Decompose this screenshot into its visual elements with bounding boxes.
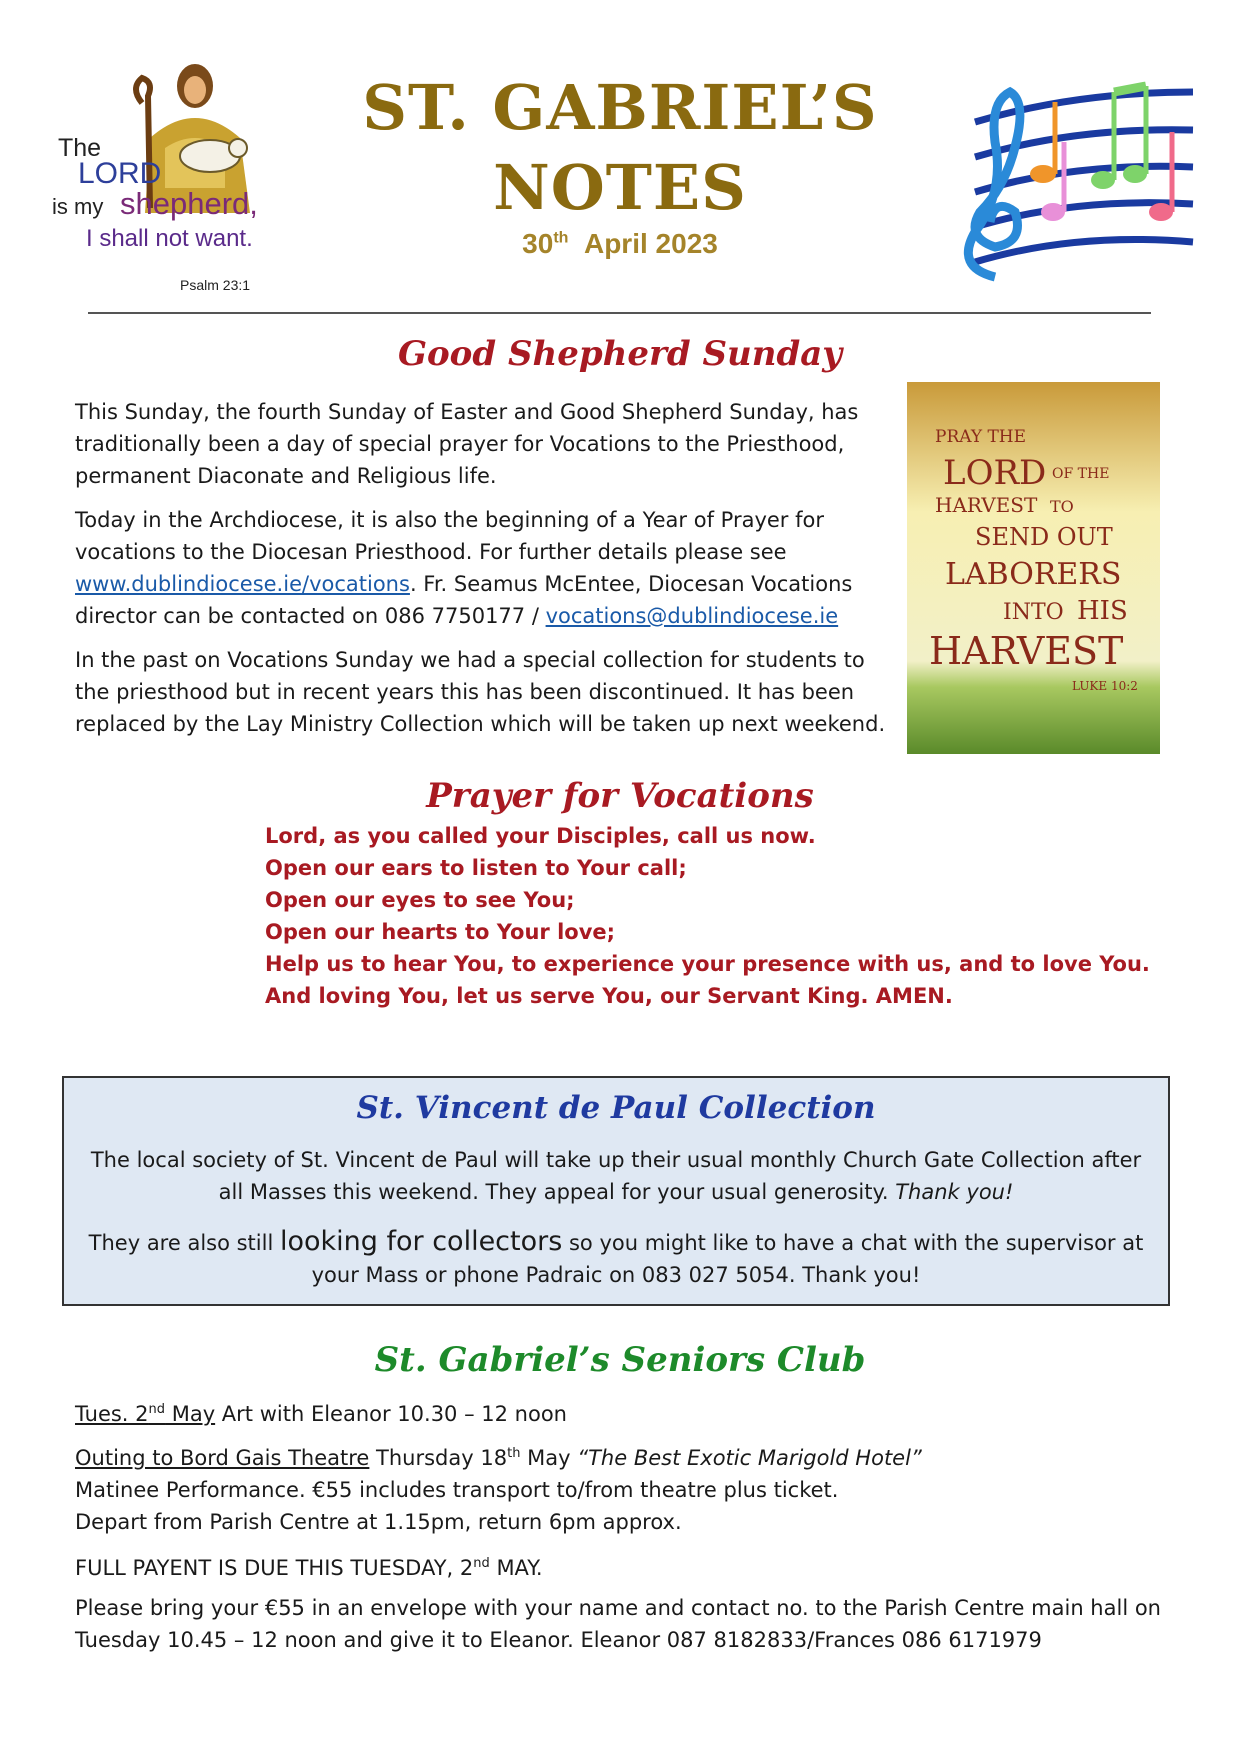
svg-text:HARVEST: HARVEST <box>935 493 1038 517</box>
svg-text:LABORERS: LABORERS <box>945 557 1122 592</box>
prayer-heading: Prayer for Vocations <box>426 776 814 816</box>
seniors-payment-instructions: Please bring your €55 in an envelope with your name and contact no. to the Parish Centre main hall on Tuesday 10.45 – 12 noon and give it to Eleanor. Eleanor 087 8182833/Frances 086 6171979 <box>75 1596 1161 1652</box>
svg-text:shepherd,: shepherd, <box>120 186 258 221</box>
prayer-line: Open our hearts to Your love; <box>265 920 616 944</box>
prayer-line: Open our eyes to see You; <box>265 888 575 912</box>
svg-text:is my: is my <box>52 194 104 219</box>
good-shepherd-heading: Good Shepherd Sunday <box>397 334 843 374</box>
seniors-theatre-outing: Outing to Bord Gais Theatre Thursday 18th May “The Best Exotic Marigold Hotel” Matinee Performance. €55 includes transport to/from theatre plus ticket. Depart from Parish Centre at 1.15pm, return 6pm approx. <box>75 1446 922 1534</box>
newsletter-title: ST. GABRIEL’S NOTES <box>362 71 878 224</box>
seniors-payment-due: FULL PAYENT IS DUE THIS TUESDAY, 2nd MAY. <box>75 1556 543 1580</box>
prayer-line: Open our ears to listen to Your call; <box>265 856 687 880</box>
seniors-art-event: Tues. 2nd May Art with Eleanor 10.30 – 12 noon <box>75 1402 567 1426</box>
svp-paragraph-1: The local society of St. Vincent de Paul will take up their usual monthly Church Gate Collection after all Masses this weekend. They appeal for your usual generosity. Thank you! <box>90 1148 1142 1204</box>
good-shepherd-paragraph-1: This Sunday, the fourth Sunday of Easter and Good Shepherd Sunday, has traditionally been a day of special prayer for Vocations to the Priesthood, permanent Diaconate and Religious life. <box>75 400 859 488</box>
svg-text:PRAY THE: PRAY THE <box>935 427 1027 447</box>
svp-heading: St. Vincent de Paul Collection <box>356 1090 876 1126</box>
prayer-line: Lord, as you called your Disciples, call us now. <box>265 824 816 848</box>
shepherd-logo <box>50 38 310 298</box>
seniors-club-heading: St. Gabriel’s Seniors Club <box>374 1340 866 1380</box>
good-shepherd-icon <box>50 38 310 298</box>
music-notes-image <box>935 62 1200 287</box>
svg-text:Psalm 23:1: Psalm 23:1 <box>180 277 251 293</box>
prayer-line: Help us to hear You, to experience your presence with us, and to love You. <box>265 952 1150 976</box>
vocations-website-link[interactable]: www.dublindiocese.ie/vocations <box>75 572 410 596</box>
svg-text:The: The <box>58 134 102 162</box>
svg-text:LORD: LORD <box>78 157 162 190</box>
svg-text:SEND OUT: SEND OUT <box>975 523 1113 551</box>
good-shepherd-paragraph-3: In the past on Vocations Sunday we had a special collection for students to the priesthood but in recent years this has been discontinued. It has been replaced by the Lay Ministry Collection which will be taken up next weekend. <box>75 648 886 736</box>
issue-date: 30th April 2023 <box>522 228 718 259</box>
svg-text:INTO: INTO <box>1003 600 1064 625</box>
vocations-email-link[interactable]: vocations@dublindiocese.ie <box>545 604 839 628</box>
svg-text:TO: TO <box>1050 497 1074 516</box>
svg-text:OF THE: OF THE <box>1052 466 1110 482</box>
svg-text:LORD: LORD <box>943 453 1047 493</box>
svg-text:HIS: HIS <box>1077 596 1128 626</box>
svg-text:LUKE 10:2: LUKE 10:2 <box>1072 679 1138 693</box>
music-staff-icon <box>935 62 1200 287</box>
header-divider <box>88 312 1151 314</box>
prayer-line: And loving You, let us serve You, our Servant King. AMEN. <box>265 984 953 1008</box>
harvest-poster-image <box>907 382 1160 754</box>
svg-text:I shall not want.: I shall not want. <box>86 225 253 252</box>
svp-paragraph-2: They are also still looking for collectors so you might like to have a chat with the supervisor at your Mass or phone Padraic on 083 027 5054. Thank you! <box>88 1226 1144 1287</box>
svg-text:HARVEST: HARVEST <box>929 629 1124 673</box>
good-shepherd-paragraph-2: Today in the Archdiocese, it is also the beginning of a Year of Prayer for vocations to the Diocesan Priesthood. For further details please see www.dublindiocese.ie/vocations. Fr. Seamus McEntee, Diocesan Vocations director can be contacted on 086 7750177 / vocations@dublindiocese.ie <box>75 508 853 628</box>
prayer-lines <box>265 820 1165 1012</box>
